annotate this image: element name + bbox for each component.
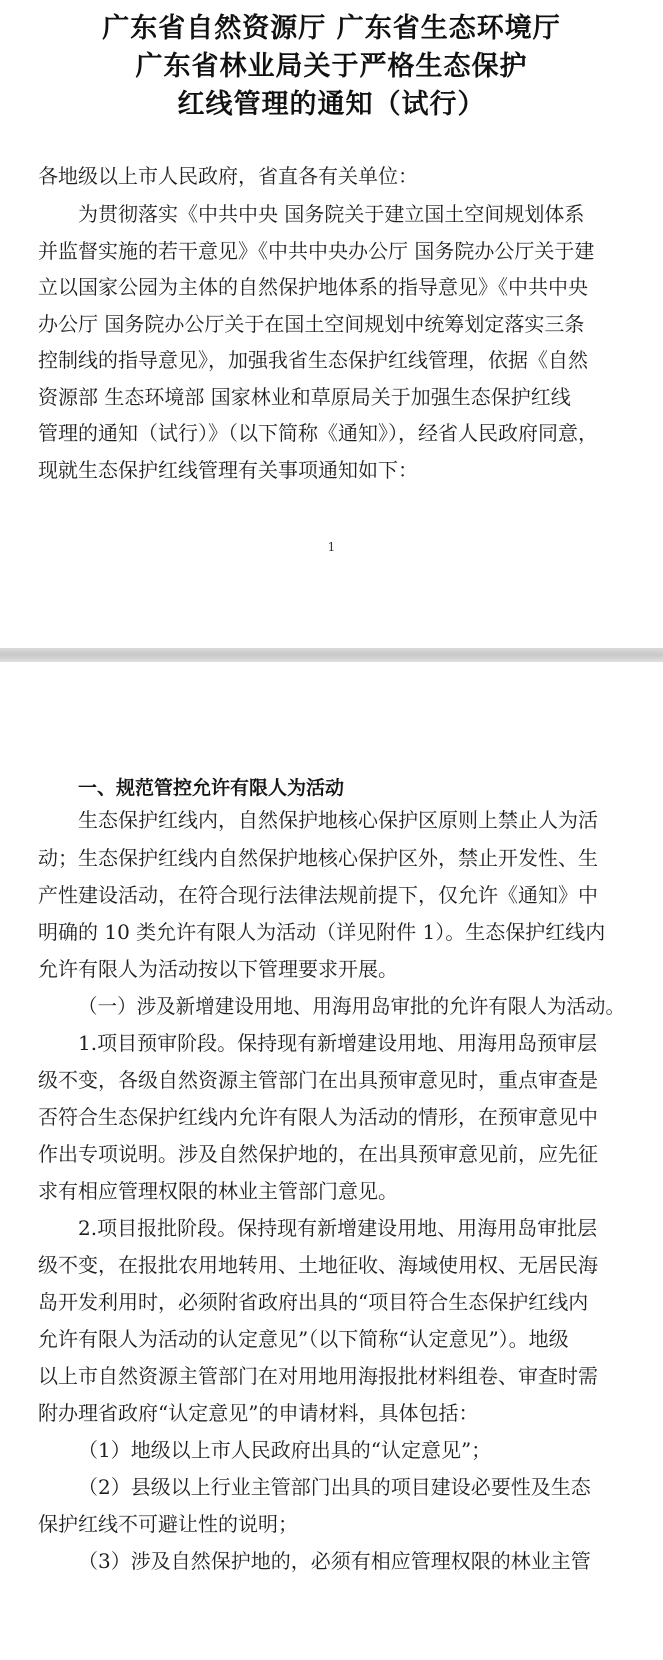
body-line: 管理的通知（试行）》（以下简称《通知》），经省人民政府同意， <box>38 421 598 445</box>
body-line: 2.项目报批阶段。保持现有新增建设用地、用海用岛审批层 <box>78 1216 598 1240</box>
document-page-1 <box>0 0 663 648</box>
body-line: 并监督实施的若干意见》《中共中央办公厅 国务院办公厅关于建 <box>38 239 595 263</box>
body-line: 级不变，各级自然资源主管部门在出具预审意见时，重点审查是 <box>38 1068 598 1092</box>
body-line: 求有相应管理权限的林业主管部门意见。 <box>38 1179 398 1203</box>
body-line: 允许有限人为活动的认定意见”（以下简称“认定意见”）。地级 <box>38 1327 569 1351</box>
body-line: 动；生态保护红线内自然保护地核心保护区外，禁止开发性、生 <box>38 846 598 870</box>
document-title-line-1: 广东省自然资源厅 广东省生态环境厅 <box>102 13 561 44</box>
body-line: 级不变，在报批农用地转用、土地征收、海域使用权、无居民海 <box>38 1253 598 1277</box>
list-item: （3）涉及自然保护地的，必须有相应管理权限的林业主管 <box>78 1549 591 1573</box>
addressee: 各地级以上市人民政府，省直各有关单位： <box>38 164 418 188</box>
body-line: 保护红线不可避让性的说明； <box>38 1512 298 1536</box>
body-line: 为贯彻落实《中共中央 国务院关于建立国土空间规划体系 <box>78 202 585 226</box>
body-line: 产性建设活动，在符合现行法律法规前提下，仅允许《通知》中 <box>38 883 598 907</box>
body-line: 控制线的指导意见》，加强我省生态保护红线管理，依据《自然 <box>38 348 588 372</box>
body-line: 现就生态保护红线管理有关事项通知如下： <box>38 458 418 482</box>
document-title-line-3: 红线管理的通知（试行） <box>177 89 486 120</box>
section-heading: 一、规范管控允许有限人为活动 <box>78 777 345 799</box>
page-number: 1 <box>327 540 336 554</box>
body-line: 允许有限人为活动按以下管理要求开展。 <box>38 957 398 981</box>
body-line: 立以国家公园为主体的自然保护地体系的指导意见》《中共中央 <box>38 275 588 299</box>
body-line: 生态保护红线内，自然保护地核心保护区原则上禁止人为活 <box>78 808 598 832</box>
body-line: 以上市自然资源主管部门在对用地用海报批材料组卷、审查时需 <box>38 1364 598 1388</box>
list-item: （1）地级以上市人民政府出具的“认定意见”； <box>78 1438 492 1462</box>
body-line: 1.项目预审阶段。保持现有新增建设用地、用海用岛预审层 <box>78 1031 598 1055</box>
body-line: 资源部 生态环境部 国家林业和草原局关于加强生态保护红线 <box>38 385 571 409</box>
body-line: 作出专项说明。涉及自然保护地的，在出具预审意见前，应先征 <box>38 1142 598 1166</box>
document-title-line-2: 广东省林业局关于严格生态保护 <box>135 51 528 82</box>
body-line: 办公厅 国务院办公厅关于在国土空间规划中统筹划定落实三条 <box>38 312 585 336</box>
body-line: 明确的 10 类允许有限人为活动（详见附件 1）。生态保护红线内 <box>38 920 606 944</box>
subheading: （一）涉及新增建设用地、用海用岛审批的允许有限人为活动。 <box>78 994 626 1018</box>
page-separator <box>0 648 663 662</box>
body-line: 否符合生态保护红线内允许有限人为活动的情形，在预审意见中 <box>38 1105 598 1129</box>
body-line: 岛开发利用时，必须附省政府出具的“项目符合生态保护红线内 <box>38 1290 589 1314</box>
list-item: （2）县级以上行业主管部门出具的项目建设必要性及生态 <box>78 1475 591 1499</box>
document-page-2 <box>0 662 663 1660</box>
body-line: 附办理省政府“认定意见”的申请材料，具体包括： <box>38 1401 479 1425</box>
